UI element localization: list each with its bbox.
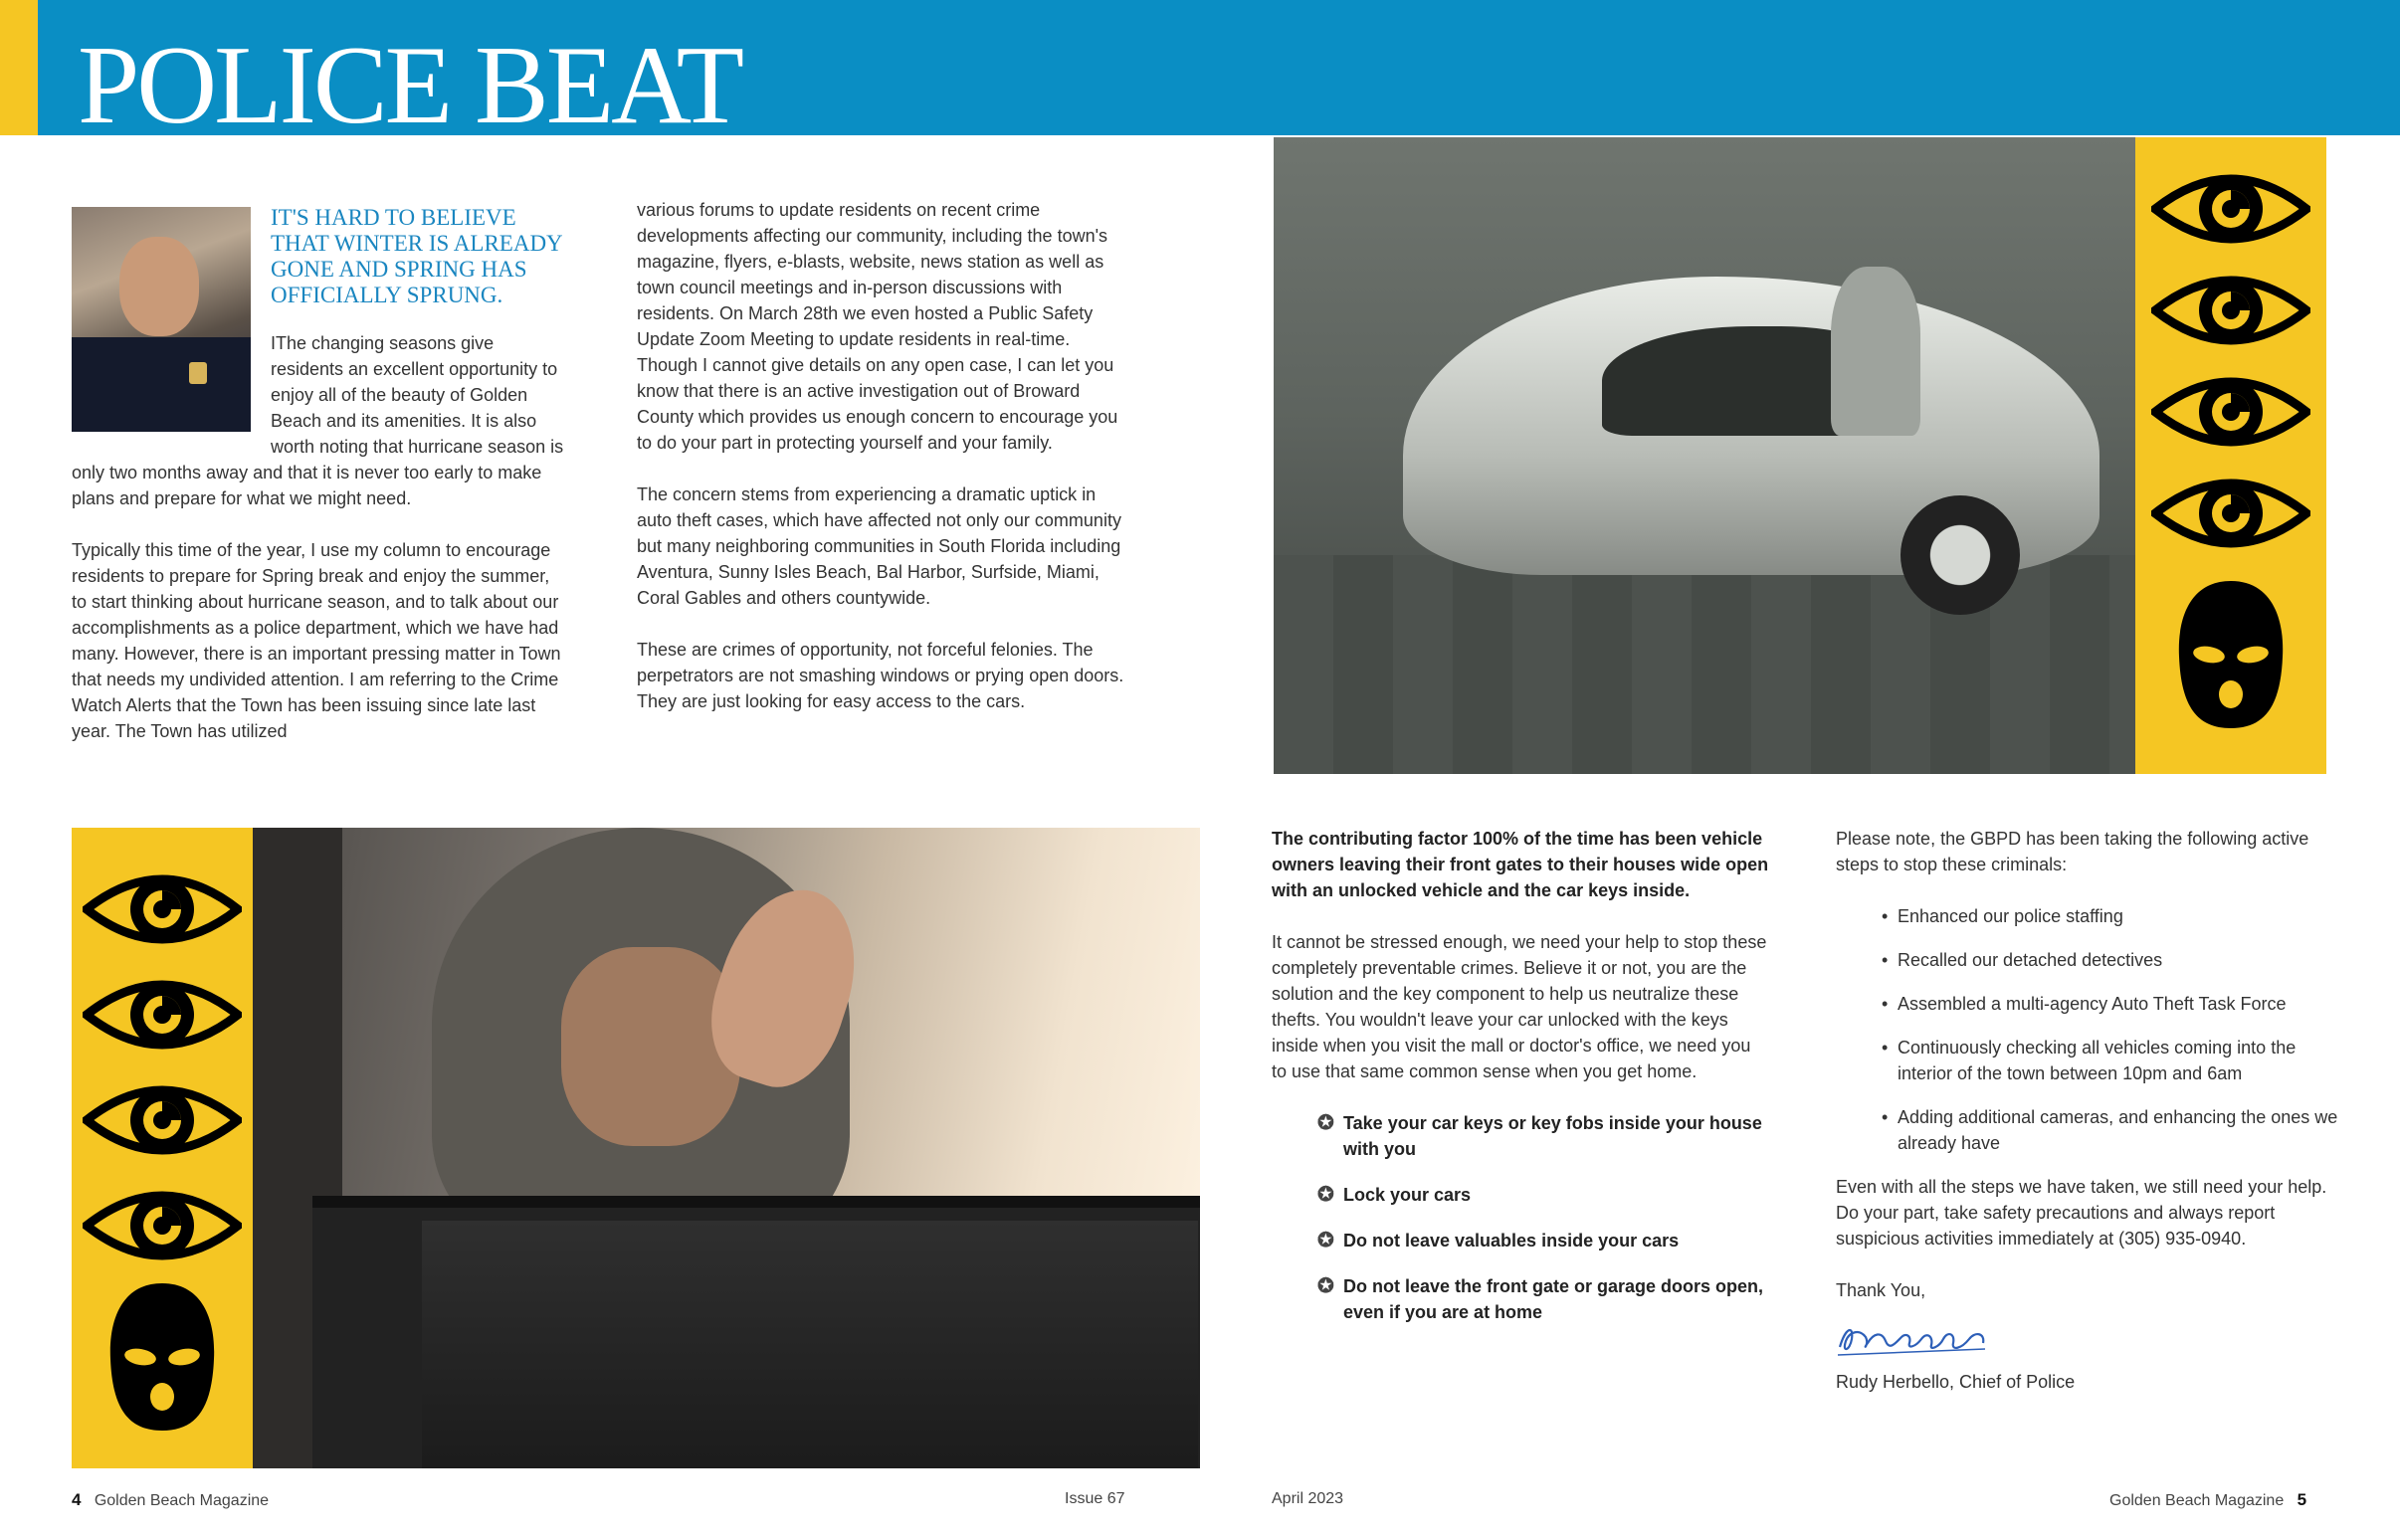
paragraph: various forums to update residents on recent crime developments affecting our community, including the town's magazine, flyers, e-blasts, website, news station as well as town council meetings and in-person discussions with residents. On March 28th we even hosted a Public Safety Update Zoom Meeting to update residents in real-time. Though I cannot give details on any open case, I can let you know that there is an active investigation out of Broward County which provides us enough concern to encourage you to do your part in protecting yourself and your family. [637, 200, 1118, 453]
chief-portrait-photo [72, 207, 251, 432]
eye-icon [83, 1072, 242, 1168]
article-column-4 [1836, 826, 2353, 1395]
list-item: ✪ Do not leave valuables inside your cars [1317, 1230, 1680, 1251]
list-item: • Assembled a multi-agency Auto Theft Task Force [1882, 994, 2287, 1014]
article-column-3 [1272, 826, 1769, 1345]
bold-intro: The contributing factor 100% of the time has been vehicle owners leaving their front gates to their houses wide open with an unlocked vehicle and the car keys inside. [1272, 829, 1769, 900]
star-bullet-icon: ✪ [1317, 1112, 1334, 1134]
header-accent-bar [0, 0, 38, 135]
list-item: • Enhanced our police staffing [1882, 906, 2123, 926]
eye-icon [83, 1178, 242, 1273]
paragraph: The concern stems from experiencing a dramatic uptick in auto theft cases, which have affected not only our community but many neighboring communities in South Florida including Aventura, Sunny Isles Beach, Bal Harbor, Surfside, Miami, Coral Gables and others countywide. [637, 484, 1121, 608]
list-item: ✪ Take your car keys or key fobs inside your house with you [1317, 1112, 1762, 1159]
signature-name: Rudy Herbello, Chief of Police [1836, 1372, 2076, 1392]
list-item: • Adding additional cameras, and enhancing the ones we already have [1882, 1107, 2338, 1153]
warning-icon-strip [2135, 137, 2326, 774]
surveillance-car-photo [1274, 137, 2135, 774]
eye-icon [83, 862, 242, 957]
footer-left [72, 1490, 269, 1510]
warning-icon-strip [72, 828, 253, 1468]
paragraph: These are crimes of opportunity, not forceful felonies. The perpetrators are not smashing windows or prying open doors. They are just looking for easy access to the cars. [637, 640, 1124, 711]
date-label: April 2023 [1272, 1490, 1344, 1507]
article-column-2 [637, 197, 1134, 740]
article-headline: IT'S HARD TO BELIEVE THAT WINTER IS ALREADY GONE AND SPRING HAS OFFICIALLY SPRUNG. [271, 205, 562, 307]
star-bullet-icon: ✪ [1317, 1184, 1334, 1206]
star-bullet-icon: ✪ [1317, 1275, 1334, 1297]
police-steps-list [1882, 903, 2353, 1156]
safety-tips-list [1317, 1110, 1769, 1325]
list-item: ✪ Lock your cars [1317, 1184, 1472, 1206]
magazine-name: Golden Beach Magazine [2109, 1492, 2285, 1509]
thank-you-text: Thank You, [1836, 1280, 1926, 1300]
list-item: • Recalled our detached detectives [1882, 950, 2163, 970]
eye-icon [2151, 263, 2310, 358]
page-number: 5 [2297, 1490, 2307, 1509]
list-item: ✪ Do not leave the front gate or garage doors open, even if you are at home [1317, 1275, 1764, 1322]
list-item: • Continuously checking all vehicles coming into the interior of the town between 10pm and 6am [1882, 1038, 2297, 1083]
eye-icon [2151, 161, 2310, 257]
eye-icon [83, 967, 242, 1062]
issue-label: Issue 67 [1065, 1490, 1125, 1507]
hooded-thief-photo [253, 828, 1200, 1468]
ski-mask-icon [2171, 577, 2291, 732]
article-column-1 [72, 205, 569, 770]
paragraph: Typically this time of the year, I use my column to encourage residents to prepare for Spring break and enjoy the summer, to start thinking about hurricane season, and to talk about our accomplishments as a police department, which we have had many. However, there is an important pressing matter in Town that needs my undivided attention. I am referring to the Crime Watch Alerts that the Town has been issuing since late last year. The Town has utilized [72, 540, 561, 741]
signature-image [1836, 1317, 2015, 1361]
eye-icon [2151, 364, 2310, 460]
eye-icon [2151, 466, 2310, 561]
closing-paragraph: Even with all the steps we have taken, we still need your help. Do your part, take safety precautions and always report suspicious activities immediately at (305) 935-0940. [1836, 1177, 2327, 1249]
page-title: POLICE BEAT [78, 24, 741, 147]
star-bullet-icon: ✪ [1317, 1230, 1334, 1251]
page-number: 4 [72, 1490, 82, 1509]
magazine-name: Golden Beach Magazine [94, 1492, 270, 1509]
footer-right [2109, 1490, 2306, 1510]
paragraph: IThe changing seasons give residents an excellent opportunity to enjoy all of the beauty of Golden Beach and its amenities. It is also worth noting that hurricane season is only two months away and that it is never too early to make plans and prepare for what we might need. [72, 333, 564, 508]
paragraph: It cannot be stressed enough, we need your help to stop these completely preventable crimes. Believe it or not, you are the solution and the key component to help us neutralize these thefts. You wouldn't leave your car unlocked with the keys inside when you visit the mall or doctor's office, we need you to use that same common sense when you get home. [1272, 932, 1767, 1081]
steps-intro: Please note, the GBPD has been taking the following active steps to stop these criminals: [1836, 829, 2309, 874]
ski-mask-icon [102, 1279, 222, 1435]
